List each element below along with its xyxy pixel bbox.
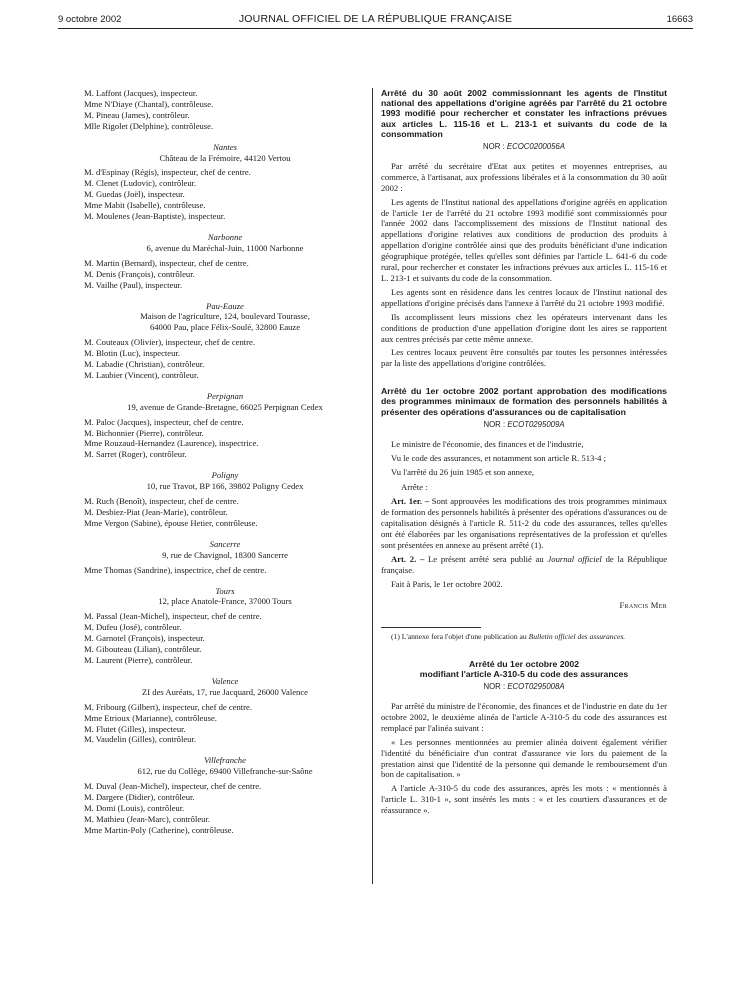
list-item: Mme Etrioux (Marianne), contrôleuse.	[84, 712, 217, 723]
center-city: Narbonne	[207, 231, 243, 242]
center-section-narbonne	[84, 232, 366, 291]
center-section-poligny	[84, 470, 366, 529]
page-header	[58, 12, 693, 29]
list-item: M. Fribourg (Gilbert), inspecteur, chef de centre.	[84, 701, 252, 712]
list-item: M. Blotin (Luc), inspecteur.	[84, 348, 180, 359]
list-item: Mme N'Diaye (Chantal), contrôleuse.	[84, 98, 214, 109]
list-item: M. Gibouteau (Lilian), contrôleur.	[84, 644, 202, 655]
intro-list	[84, 88, 366, 132]
article-label: Art. 2. –	[391, 553, 425, 564]
nor-reference	[381, 682, 667, 693]
nor-label: NOR :	[483, 142, 505, 152]
center-section-nantes	[84, 142, 366, 222]
list-item: M. Sarret (Roger), contrôleur.	[84, 449, 187, 460]
list-item: M. Domi (Louis), contrôleur.	[84, 802, 185, 813]
arrete-title: modifiant l'article A-310-5 du code des assurances	[419, 668, 629, 679]
list-item: M. Labadie (Christian), contrôleur.	[84, 359, 205, 370]
center-city: Tours	[215, 585, 235, 596]
center-address: Maison de l'agriculture, 124, boulevard Tourasse,	[140, 311, 310, 322]
center-city: Sancerre	[209, 538, 241, 549]
center-section-perpignan	[84, 391, 366, 460]
center-city: Valence	[211, 675, 239, 686]
list-item: M. Denis (François), contrôleur.	[84, 268, 195, 279]
list-item: Mme Rouzaud-Hernandez (Laurence), inspectrice.	[84, 438, 259, 449]
arrete-1-octobre-2002-article-a-310-5	[381, 659, 667, 816]
visa-line: Le ministre de l'économie, des finances et de l'industrie,	[391, 438, 584, 449]
article-label: Art. 1er. –	[391, 496, 430, 507]
nor-label: NOR :	[483, 419, 506, 429]
article-1	[381, 496, 667, 551]
list-item: M. Mathieu (Jean-Marc), contrôleur.	[84, 813, 210, 824]
center-address: ZI des Auréats, 17, rue Jacquard, 26000 Valence	[142, 686, 308, 697]
header-page-number: 16663	[666, 14, 693, 25]
list-item: Mlle Rigolet (Delphine), contrôleuse.	[84, 120, 214, 131]
list-item: M. Martin (Bernard), inspecteur, chef de centre.	[84, 257, 249, 268]
list-item: M. Couteaux (Olivier), inspecteur, chef de centre.	[84, 337, 255, 348]
list-item: M. Laffont (Jacques), inspecteur.	[84, 88, 198, 98]
fait-a-paris: Fait à Paris, le 1er octobre 2002.	[391, 578, 503, 589]
arrete-title: Arrêté du 30 août 2002 commissionnant les agents de l'Institut national des appellations d'origine agréés par l'arrêté du 21 octobre 1993 modifié pour rechercher et constater les infractions prévues aux articles L. 115-16 et L. 213-1 et suivants du code de la consommation	[381, 88, 667, 139]
footnote-text: (1) L'annexe fera l'objet d'une publication au	[391, 631, 527, 641]
right-column	[381, 88, 667, 819]
center-city: Perpignan	[206, 390, 244, 401]
article-text: de la République française.	[381, 553, 668, 575]
article-text: Le présent arrêté sera publié au	[428, 553, 544, 564]
list-item: M. Garnotel (François), inspecteur.	[84, 633, 205, 644]
center-city: Villefranche	[204, 755, 246, 766]
paragraph: A l'article A-310-5 du code des assurances, après les mots : « mentionnés à l'article L. 310-1 », sont insérés les mots : « et les courtiers d'assurances et de réassurance ».	[381, 783, 667, 816]
nor-reference	[381, 420, 667, 431]
arrete-30-aout-2002	[381, 88, 667, 369]
list-item: M. Bichonnier (Pierre), contrôleur.	[84, 427, 204, 438]
list-item: M. Clenet (Ludovic), contrôleur.	[84, 178, 197, 189]
visa-line: Vu l'arrêté du 26 juin 1985 et son annexe,	[391, 466, 535, 477]
article-emphasis: Journal officiel	[547, 553, 602, 564]
list-item: M. Guedas (Joël), inspecteur.	[84, 189, 185, 200]
list-item: M. Paloc (Jacques), inspecteur, chef de centre.	[84, 416, 244, 427]
center-address: 6, avenue du Maréchal-Juin, 11000 Narbonne	[146, 242, 304, 253]
center-section-sancerre	[84, 539, 366, 576]
center-address: 9, rue de Chavignol, 18300 Sancerre	[162, 549, 288, 560]
footnote-rule	[381, 627, 481, 628]
paragraph: Les centres locaux peuvent être consultés par toutes les personnes intéressées par la liste des appellations d'origine contrôlées.	[381, 347, 667, 369]
center-address: 612, rue du Collège, 69400 Villefranche-sur-Saône	[137, 766, 313, 777]
center-section-pau-eauze	[84, 301, 366, 381]
list-item: M. Duval (Jean-Michel), inspecteur, chef de centre.	[84, 781, 262, 792]
center-address: 12, place Anatole-France, 37000 Tours	[158, 596, 292, 607]
list-item: M. Passal (Jean-Michel), inspecteur, chef de centre.	[84, 611, 262, 622]
list-item: Mme Thomas (Sandrine), inspectrice, chef de centre.	[84, 564, 267, 575]
center-city: Pau-Eauze	[206, 300, 244, 311]
signature: Francis Mer	[619, 599, 667, 610]
list-item: M. d'Espinay (Régis), inspecteur, chef de centre.	[84, 167, 251, 178]
list-item: M. Ruch (Benoît), inspecteur, chef de centre.	[84, 496, 239, 507]
nor-code: ECOT0295008A	[507, 682, 565, 692]
list-item: M. Dargere (Didier), contrôleur.	[84, 792, 195, 803]
arrete-title: Arrêté du 1er octobre 2002	[468, 658, 580, 669]
paragraph: Les agents de l'Institut national des appellations d'origine agréés en application de l'article 1er de l'arrêté du 21 octobre 1993 modifié sont commissionnés pour l'année 2002 dans l'accomplissement des missions de l'Institut national des appellations d'origine relatives aux conditions de production des produits à appellation d'origine contrôlée ainsi que des produits bénéficiant d'une indication géographique protégée, telles qu'elles sont définies par l'article L. 641-6 du code rural, pour rechercher et constater les infractions prévues aux articles L. 115-16 et L. 213-1 et suivants du code de la consommation.	[381, 196, 667, 283]
paragraph: « Les personnes mentionnées au premier alinéa doivent également vérifier l'identité du bénéficiaire d'un contrat d'assurance vie lors du paiement de la prestation ainsi que l'identité de la personne qui demande le remboursement d'un bon de capitalisation. »	[381, 736, 667, 780]
article-text: Sont approuvées les modifications des trois programmes minimaux de formation des personnels habilités à présenter des opérations d'assurances ou de capitalisation désignés à l'article R. 511-2 du code des assurances, telles qu'elles ont été élaborées par les organisations représentatives de la profession et qu'elles sont présentées en annexe au présent arrêté (1).	[381, 496, 667, 550]
list-item: M. Pineau (James), contrôleur.	[84, 109, 190, 120]
nor-reference	[381, 142, 667, 153]
nor-label: NOR :	[483, 682, 506, 692]
list-item: M. Flutet (Gilles), inspecteur.	[84, 723, 186, 734]
list-item: M. Desbiez-Piat (Jean-Marie), contrôleur.	[84, 507, 228, 517]
footnote	[381, 632, 667, 641]
paragraph: Ils accomplissent leurs missions chez les opérateurs intervenant dans les conditions de production d'une appellation d'origine dont les aires se rapportent aux centres précisés par cette même annexe.	[381, 311, 667, 344]
footnote-emphasis: Bulletin officiel des assurances.	[528, 631, 626, 641]
column-divider	[372, 88, 373, 884]
paragraph: Par arrêté du ministre de l'économie, des finances et de l'industrie en date du 1er octobre 2002, le deuxième alinéa de l'article A-310-5 du code des assurances est remplacé par l'alinéa suivant :	[381, 701, 667, 733]
center-address: 19, avenue de Grande-Bretagne, 66025 Perpignan Cedex	[127, 401, 323, 412]
center-address: Château de la Frémoire, 44120 Vertou	[159, 152, 291, 163]
center-section-villefranche	[84, 755, 366, 835]
list-item: Mme Martin-Poly (Catherine), contrôleuse.	[84, 824, 234, 835]
nor-code: ECOT0295009A	[507, 419, 565, 429]
paragraph: Les agents sont en résidence dans les centres locaux de l'Institut national des appellations d'origine précisés dans l'annexe à l'arrêté du 21 octobre 1993 modifié.	[381, 286, 667, 308]
center-city: Poligny	[211, 470, 239, 481]
list-item: M. Vaudelin (Gilles), contrôleur.	[84, 734, 197, 745]
list-item: M. Laurent (Pierre), contrôleur.	[84, 654, 193, 665]
header-journal-title: JOURNAL OFFICIEL DE LA RÉPUBLIQUE FRANÇAISE	[238, 13, 513, 25]
arrete-word: Arrête :	[401, 482, 428, 493]
list-item: M. Vailhe (Paul), inspecteur.	[84, 279, 183, 290]
arrete-title: Arrêté du 1er octobre 2002 portant approbation des modifications des programmes minimaux de formation des personnels habilités à présenter des opérations d'assurances ou de capitalisation	[381, 386, 667, 417]
visa-line: Vu le code des assurances, et notamment son article R. 513-4 ;	[391, 452, 606, 463]
center-section-tours	[84, 586, 366, 666]
center-city: Nantes	[213, 141, 237, 152]
arrete-1-octobre-2002-formation	[381, 386, 667, 641]
list-item: Mme Mabit (Isabelle), contrôleuse.	[84, 200, 206, 211]
list-item: M. Laubier (Vincent), contrôleur.	[84, 369, 199, 380]
center-section-valence	[84, 676, 366, 745]
paragraph: Par arrêté du secrétaire d'Etat aux petites et moyennes entreprises, au commerce, à l'artisanat, aux professions libérales et à la consommation du 30 août 2002 :	[381, 160, 667, 193]
center-address: 64000 Pau, place Félix-Soulé, 32800 Eauze	[149, 322, 301, 333]
list-item: M. Moulenes (Jean-Baptiste), inspecteur.	[84, 211, 226, 222]
center-address: 10, rue Travot, BP 166, 39802 Poligny Cedex	[146, 481, 304, 492]
header-date: 9 octobre 2002	[58, 14, 122, 25]
left-column	[84, 88, 366, 836]
list-item: M. Dufeu (José), contrôleur.	[84, 622, 182, 633]
article-2	[381, 554, 667, 576]
list-item: Mme Vergon (Sabine), épouse Hetier, contrôleuse.	[84, 517, 258, 528]
nor-code: ECOC0200056A	[506, 142, 565, 152]
